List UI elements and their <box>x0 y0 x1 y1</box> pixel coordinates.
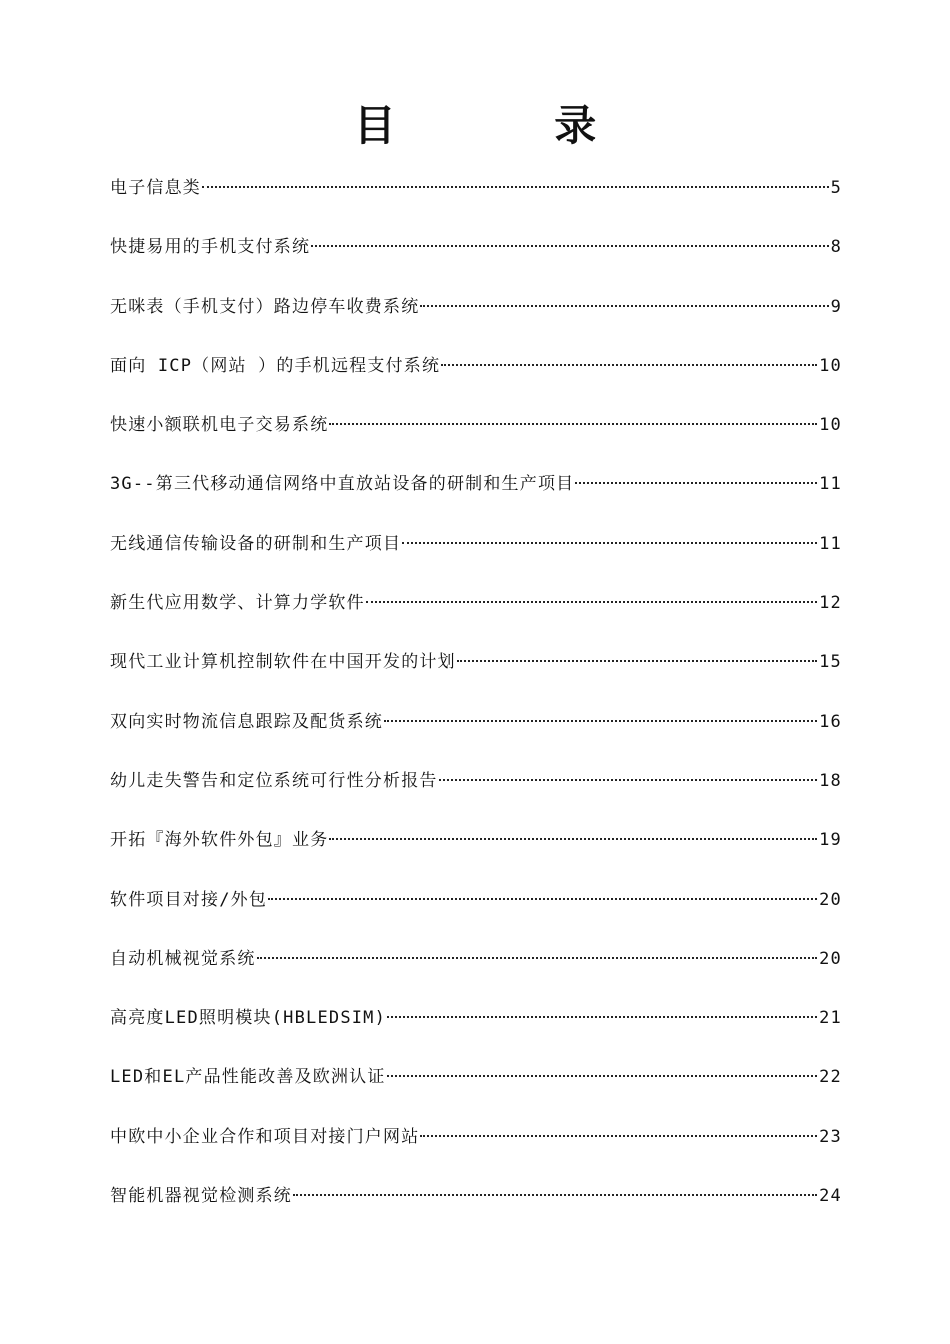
dot-leader <box>575 460 817 484</box>
toc-entry-label: 现代工业计算机控制软件在中国开发的计划 <box>110 652 456 673</box>
toc-entry-page-number: 10 <box>819 415 842 436</box>
dot-leader <box>329 816 817 840</box>
toc-entry-label: 电子信息类 <box>110 178 201 198</box>
toc-entry-page-number: 23 <box>819 1126 842 1147</box>
toc-entry-page-number: 15 <box>819 652 842 673</box>
toc-entry[interactable] <box>110 702 842 761</box>
dot-leader <box>311 223 828 247</box>
toc-entry-label: LED和EL产品性能改善及欧洲认证 <box>110 1067 386 1088</box>
toc-entry-label: 幼儿走失警告和定位系统可行性分析报告 <box>110 770 438 791</box>
toc-entry-page-number: 8 <box>830 237 842 258</box>
dot-leader <box>268 876 817 900</box>
toc-entry-page-number: 9 <box>830 296 842 317</box>
dot-leader <box>366 579 817 603</box>
toc-entry[interactable] <box>110 524 842 583</box>
toc-entry[interactable] <box>110 583 842 642</box>
toc-entry-label: 快捷易用的手机支付系统 <box>110 237 311 258</box>
toc-entry-label: 3G--第三代移动通信网络中直放站设备的研制和生产项目 <box>110 474 575 495</box>
toc-entry-page-number: 11 <box>819 474 842 495</box>
toc-entry[interactable] <box>110 1057 842 1116</box>
toc-entry-label: 无咪表（手机支付）路边停车收费系统 <box>110 296 420 317</box>
toc-entry-page-number: 24 <box>819 1186 842 1207</box>
toc-entry-page-number: 18 <box>819 770 842 791</box>
toc-entry[interactable] <box>110 227 842 286</box>
dot-leader <box>402 520 817 544</box>
dot-leader <box>457 638 817 662</box>
dot-leader <box>329 401 817 425</box>
dot-leader <box>420 1113 817 1137</box>
dot-leader <box>257 935 818 959</box>
toc-entry-page-number: 21 <box>819 1008 842 1029</box>
toc-entry-page-number: 20 <box>819 948 842 969</box>
toc-entry-page-number: 11 <box>819 533 842 554</box>
toc-entry[interactable] <box>110 761 842 820</box>
dot-leader <box>387 994 817 1018</box>
toc-entry-page-number: 10 <box>819 355 842 376</box>
toc-entry-page-number: 20 <box>819 889 842 910</box>
toc-entry-page-number: 5 <box>830 178 842 198</box>
toc-entry-label: 软件项目对接/外包 <box>110 889 268 910</box>
toc-entry[interactable] <box>110 939 842 998</box>
toc-entry[interactable] <box>110 820 842 879</box>
toc-entry[interactable] <box>110 1176 842 1235</box>
toc-entry-label: 高亮度LED照明模块(HBLEDSIM) <box>110 1008 387 1029</box>
toc-entry-label: 中欧中小企业合作和项目对接门户网站 <box>110 1126 420 1147</box>
dot-leader <box>420 283 828 307</box>
toc-entry[interactable] <box>110 405 842 464</box>
toc-entry[interactable] <box>110 998 842 1057</box>
toc-entry-label: 新生代应用数学、计算力学软件 <box>110 593 365 614</box>
toc-title: 目 录 <box>353 101 669 150</box>
dot-leader <box>384 698 817 722</box>
toc-entry-label: 快速小额联机电子交易系统 <box>110 415 329 436</box>
dot-leader <box>293 1172 817 1196</box>
toc-entry-label: 面向 ICP（网站 ）的手机远程支付系统 <box>110 355 441 376</box>
dot-leader <box>387 1053 818 1077</box>
dot-leader <box>439 757 818 781</box>
toc-entry[interactable] <box>110 464 842 523</box>
toc-entry-label: 双向实时物流信息跟踪及配货系统 <box>110 711 383 732</box>
toc-entry-page-number: 12 <box>819 593 842 614</box>
toc-entry-label: 开拓『海外软件外包』业务 <box>110 830 329 851</box>
toc-entry-label: 智能机器视觉检测系统 <box>110 1186 292 1207</box>
toc-entry[interactable] <box>110 880 842 939</box>
toc-entry[interactable] <box>110 642 842 701</box>
toc-entry-label: 无线通信传输设备的研制和生产项目 <box>110 533 402 554</box>
toc-entry-page-number: 22 <box>819 1067 842 1088</box>
dot-leader <box>441 342 817 366</box>
toc-entry-page-number: 19 <box>819 830 842 851</box>
toc-entry[interactable] <box>110 287 842 346</box>
toc-entry[interactable] <box>110 346 842 405</box>
toc-entry[interactable] <box>110 1117 842 1176</box>
table-of-contents <box>110 168 842 1235</box>
dot-leader <box>202 164 829 188</box>
toc-entry-page-number: 16 <box>819 711 842 732</box>
toc-entry[interactable] <box>110 168 842 227</box>
toc-entry-label: 自动机械视觉系统 <box>110 948 256 969</box>
